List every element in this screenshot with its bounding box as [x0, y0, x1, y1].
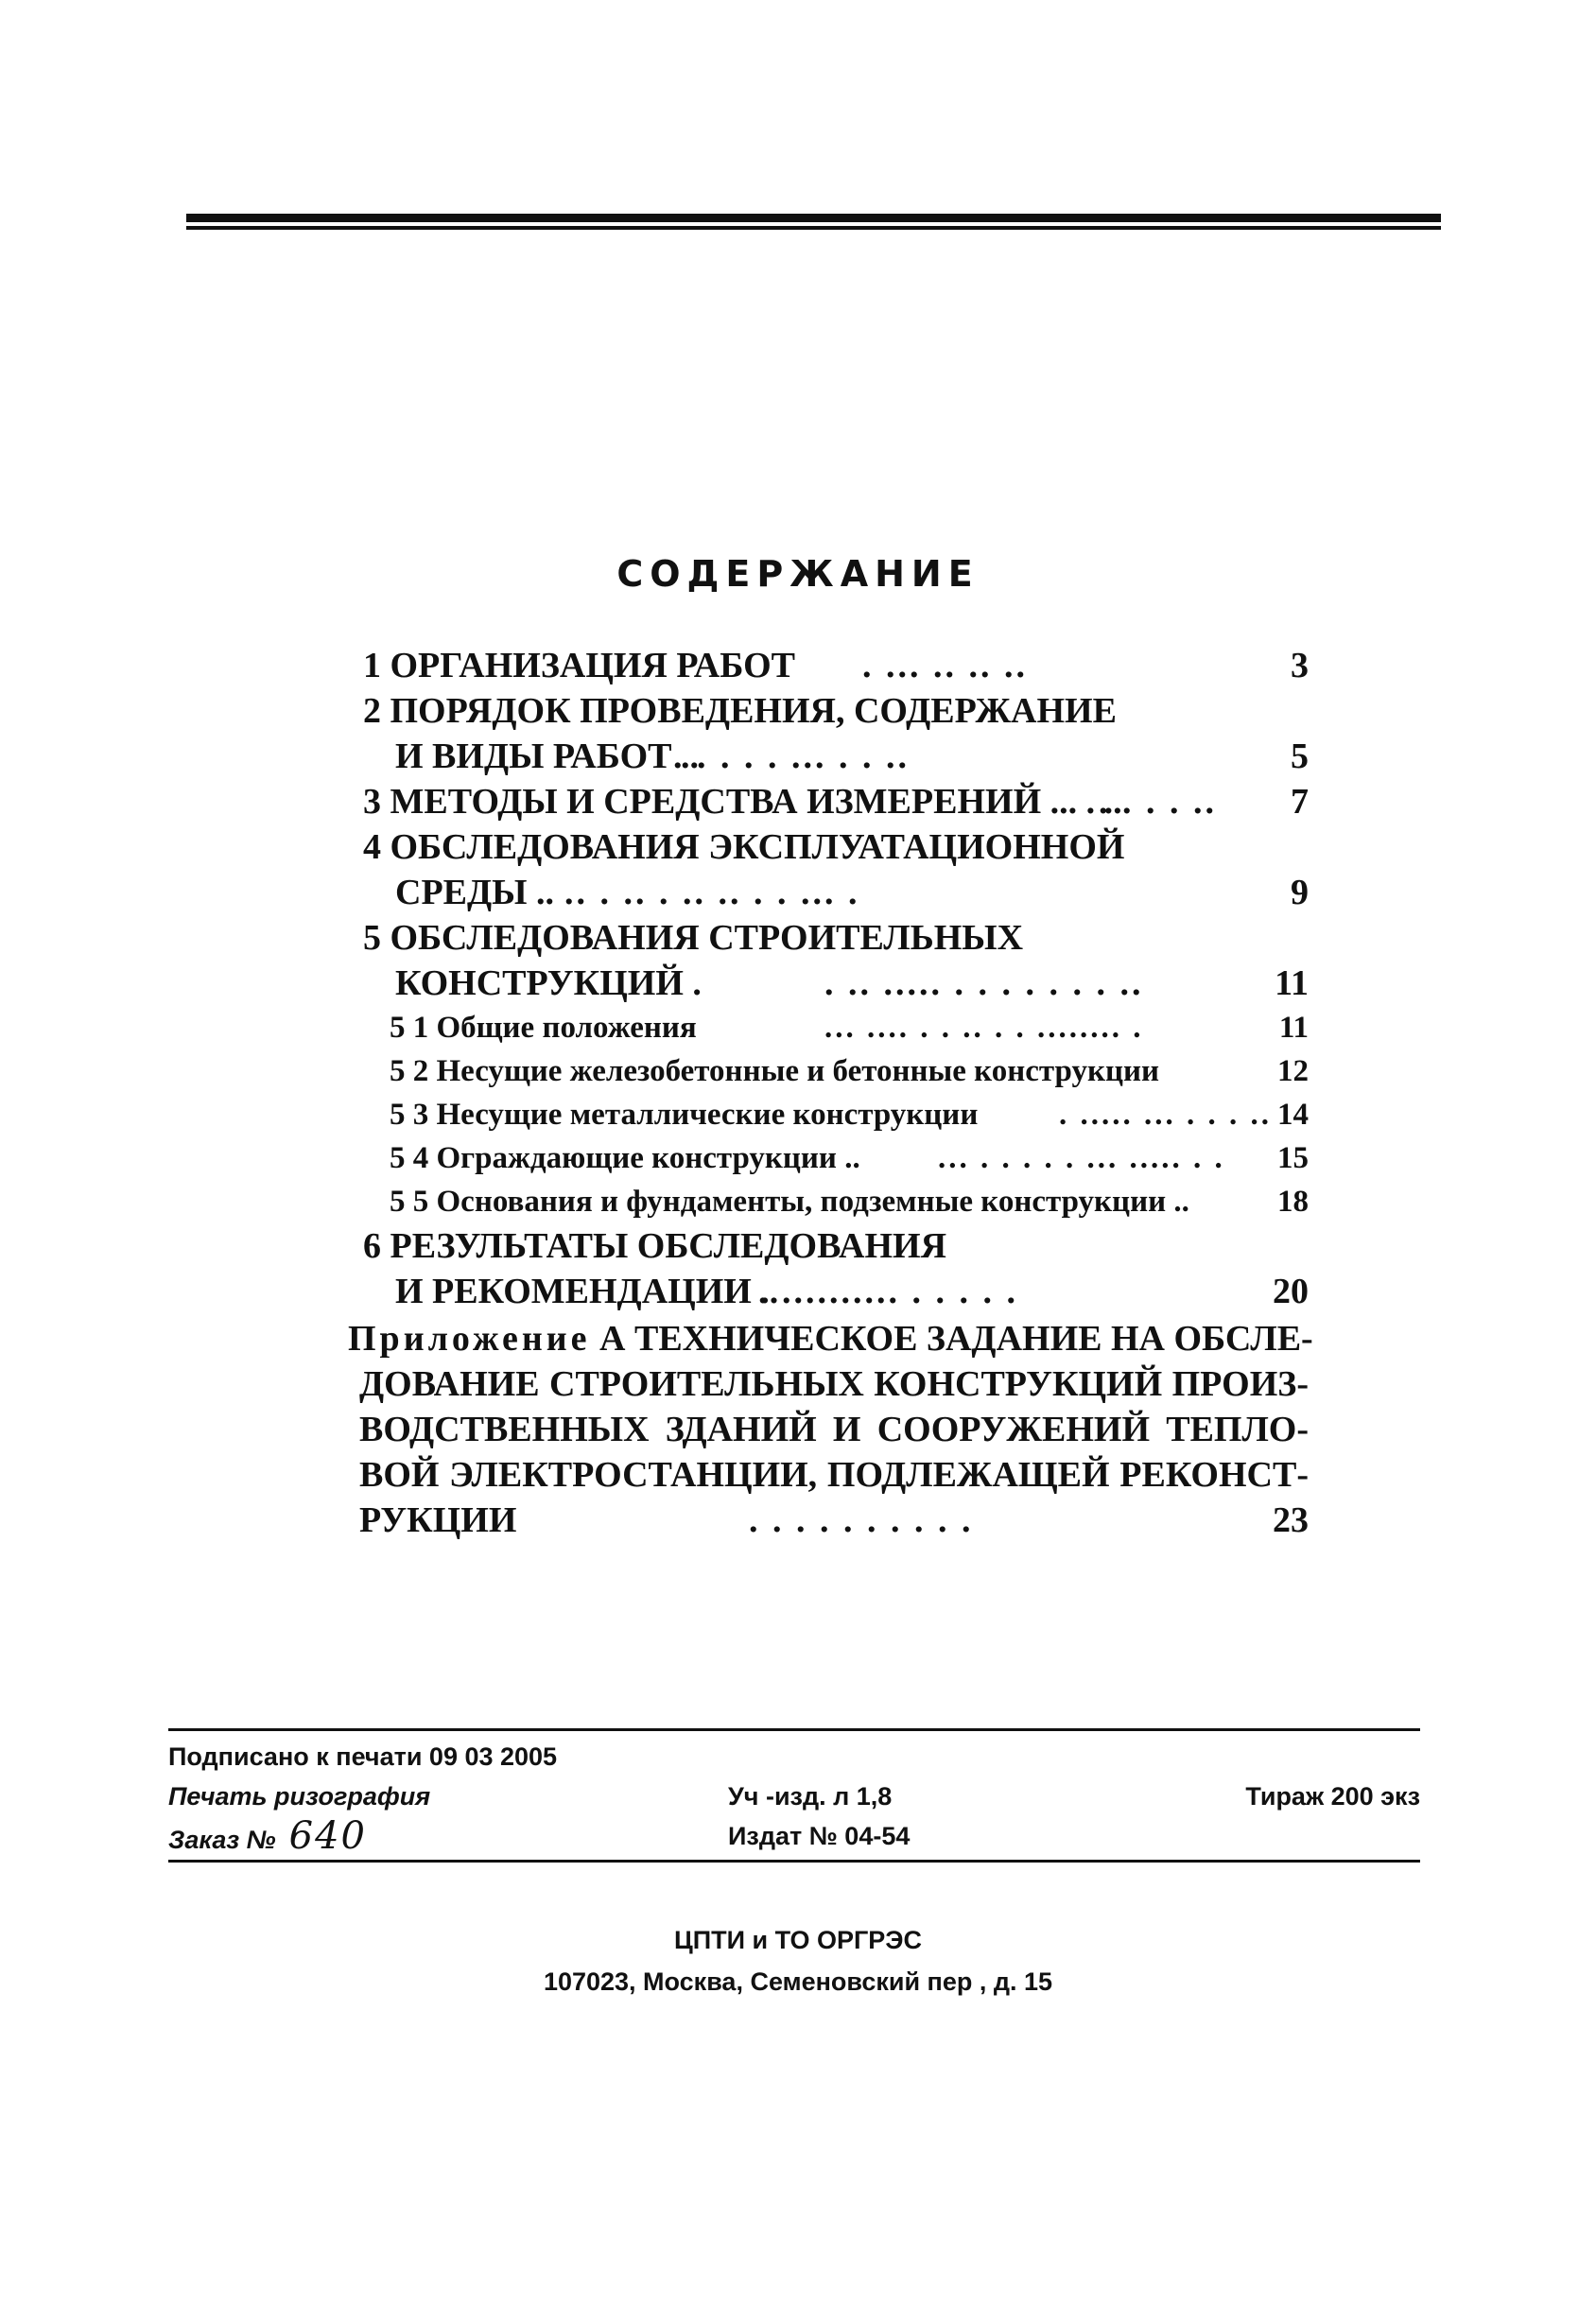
toc-page: 7: [1291, 782, 1309, 822]
order-number-handwritten: 640: [288, 1814, 367, 1858]
appendix-line-3: ВОДСТВЕННЫХ ЗДАНИЙ И СООРУЖЕНИЙ ТЕПЛО-: [359, 1410, 1309, 1449]
toc-entry-5-5[interactable]: [352, 1180, 1309, 1223]
toc-entry-5[interactable]: [352, 915, 1309, 961]
toc-entry-5-2[interactable]: [352, 1049, 1309, 1093]
imprint-row-3: [168, 1816, 1420, 1856]
toc-leader: ... .... . . .. . . ........ .: [824, 1011, 1144, 1045]
toc-entry-5-cont[interactable]: [352, 961, 1309, 1006]
imprint-top-rule: [168, 1728, 1420, 1731]
order-label: Заказ №: [168, 1826, 276, 1854]
toc-entry-text: 4 ОБСЛЕДОВАНИЯ ЭКСПЛУАТАЦИОННОЙ: [363, 827, 1125, 867]
toc-page: 5: [1291, 737, 1309, 776]
toc-entry-text: 5 5 Основания и фундаменты, подземные конструкции ..: [390, 1185, 1189, 1219]
toc-appendix[interactable]: [348, 1316, 1313, 1543]
toc-leader: . .......... . . . . .: [758, 1272, 1018, 1311]
top-rule-thin: [186, 226, 1441, 230]
appendix-line-2: ДОВАНИЕ СТРОИТЕЛЬНЫХ КОНСТРУКЦИЙ ПРОИЗ-: [359, 1364, 1309, 1404]
print-run: Тираж 200 экз: [1245, 1782, 1420, 1811]
appendix-title-end: РУКЦИИ: [359, 1500, 517, 1540]
toc-page: 9: [1291, 873, 1309, 912]
appendix-prefix: Приложение: [348, 1319, 591, 1359]
appendix-line-4: ВОЙ ЭЛЕКТРОСТАНЦИИ, ПОДЛЕЖАЩЕЙ РЕКОНСТ-: [359, 1455, 1309, 1495]
toc-page: 14: [1277, 1098, 1309, 1132]
imprint-block: [168, 1728, 1420, 1863]
toc-entry-text: 5 3 Несущие металлические конструкции: [390, 1098, 979, 1132]
toc-page: 20: [1273, 1272, 1309, 1311]
toc-leader: . ... .. .. ..: [862, 646, 1028, 685]
publisher-number: Издат № 04-54: [728, 1822, 911, 1850]
toc-entry-text: И РЕКОМЕНДАЦИИ ..: [395, 1272, 779, 1311]
toc-entry-2-cont[interactable]: [352, 734, 1309, 779]
toc-leader: . ..... ... . . . ..: [1059, 1098, 1272, 1132]
toc-entry-text: КОНСТРУКЦИЙ .: [395, 963, 702, 1003]
imprint-row-1: [168, 1737, 1420, 1776]
toc-entry-5-1[interactable]: [352, 1006, 1309, 1049]
top-rule-thick: [186, 214, 1441, 222]
toc-entry-text: СРЕДЫ ..: [395, 873, 554, 912]
publisher-address: 107023, Москва, Семеновский пер , д. 15: [543, 1967, 1053, 1996]
toc-page: 23: [1273, 1500, 1309, 1540]
toc-entry-3[interactable]: [352, 779, 1309, 824]
publisher-name: ЦПТИ и ТО ОРГРЭС: [674, 1926, 922, 1954]
toc-page: 18: [1277, 1185, 1309, 1219]
publisher-block: [0, 1919, 1596, 2002]
toc-entry-text: 5 ОБСЛЕДОВАНИЯ СТРОИТЕЛЬНЫХ: [363, 918, 1024, 958]
toc-page: 11: [1278, 1011, 1309, 1045]
toc-leader: . .. ..... . . . . . . . ..: [824, 963, 1144, 1003]
toc-entry-6[interactable]: [352, 1223, 1309, 1269]
toc-entry-text: 5 1 Общие положения: [390, 1011, 697, 1045]
toc-leader: ... . . . . . ... ..... . .: [938, 1141, 1225, 1175]
appendix-title-part: А ТЕХНИЧЕСКОЕ ЗАДАНИЕ НА ОБСЛЕ-: [599, 1319, 1313, 1359]
appendix-line-1: [348, 1316, 1313, 1361]
appendix-line-5: [352, 1498, 1309, 1543]
signed-to-print: Подписано к печати 09 03 2005: [168, 1742, 558, 1771]
toc-leader: . . . . ..: [1099, 782, 1217, 822]
toc-entry-text: 1 ОРГАНИЗАЦИЯ РАБОТ: [363, 646, 795, 685]
toc-entry-text: 3 МЕТОДЫ И СРЕДСТВА ИЗМЕРЕНИЙ ... . ..: [363, 782, 1122, 822]
toc-entry-text: 5 4 Ограждающие конструкции ..: [390, 1141, 860, 1175]
toc-leader: .. . .. . .. .. . . ... .: [564, 873, 860, 912]
order-field: [168, 1816, 367, 1860]
toc-entry-5-4[interactable]: [352, 1136, 1309, 1180]
toc-page: 11: [1275, 963, 1309, 1003]
top-double-rule: [186, 214, 1441, 230]
toc-page: 3: [1291, 646, 1309, 685]
toc-entry-text: 6 РЕЗУЛЬТАТЫ ОБСЛЕДОВАНИЯ: [363, 1226, 947, 1266]
toc-entry-2[interactable]: [352, 688, 1309, 734]
toc-entry-1[interactable]: [352, 643, 1309, 688]
toc-page: 12: [1277, 1054, 1309, 1088]
toc-entry-text: 2 ПОРЯДОК ПРОВЕДЕНИЯ, СОДЕРЖАНИЕ: [363, 691, 1117, 731]
toc-entry-4-cont[interactable]: [352, 870, 1309, 915]
toc-entry-text: И ВИДЫ РАБОТ ..: [395, 737, 699, 776]
imprint-bottom-rule: [168, 1860, 1420, 1863]
print-type: Печать ризография: [168, 1782, 431, 1811]
edition-sheets: Уч -изд. л 1,8: [728, 1782, 893, 1811]
toc-entry-5-3[interactable]: [352, 1093, 1309, 1136]
table-of-contents: [348, 643, 1313, 1543]
toc-leader: . . . . . . . . . .: [749, 1500, 974, 1540]
toc-entry-6-cont[interactable]: [352, 1269, 1309, 1314]
toc-leader: . . . . . ... . . ..: [673, 737, 910, 776]
page-title: СОДЕРЖАНИЕ: [616, 553, 980, 595]
toc-page: 15: [1277, 1141, 1309, 1175]
imprint-row-2: [168, 1776, 1420, 1816]
toc-entry-text: 5 2 Несущие железобетонные и бетонные конструкции: [390, 1054, 1160, 1088]
toc-entry-4[interactable]: [352, 824, 1309, 870]
